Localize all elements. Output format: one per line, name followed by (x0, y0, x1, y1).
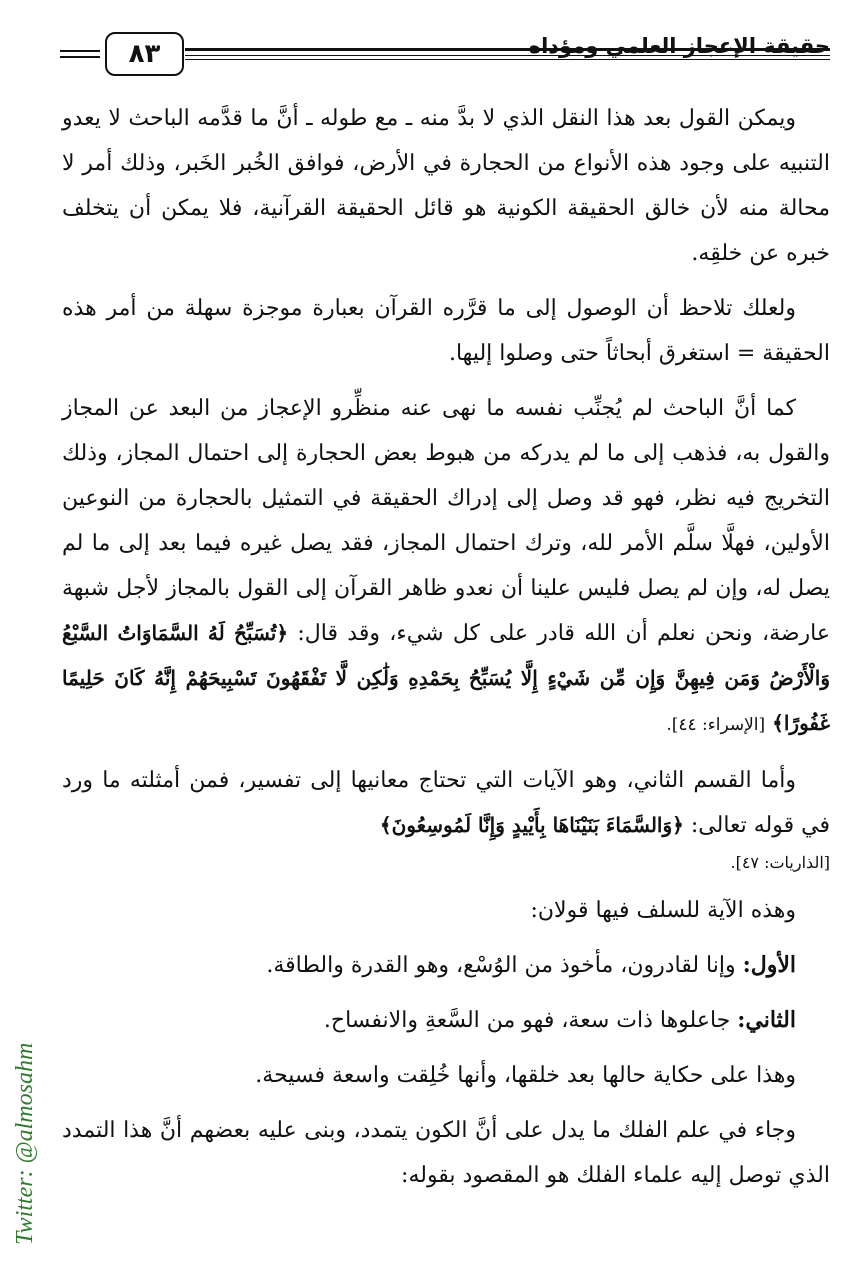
item-text: وإنا لقادرون، مأخوذ من الوُسْع، وهو القدرة والطاقة. (266, 953, 743, 978)
list-item (62, 943, 830, 988)
paragraph-3 (62, 386, 830, 748)
page-number: ٨٣ (105, 32, 184, 76)
item-label: الأول: (742, 952, 796, 978)
header-rule (185, 59, 830, 60)
item-label: الثاني: (737, 1007, 796, 1033)
item-text: جاعلوها ذات سعة، فهو من السَّعةِ والانفساح. (323, 1008, 738, 1033)
paragraph-5: وهذه الآية للسلف فيها قولان: (530, 898, 796, 923)
quran-verse: ﴿تُسَبِّحُ لَهُ السَّمَاوَاتُ السَّبْعُ وَالْأَرْضُ وَمَن فِيهِنَّ وَإِن مِّن شَيْءٍ إِلَّا يُسَبِّحُ بِحَمْدِهِ وَلَٰكِن لَّا تَفْقَهُونَ تَسْبِيحَهُمْ إِنَّهُ كَانَ حَلِيمًا غَفُورًا﴾ (62, 621, 830, 735)
verse-reference: [الذاريات: ٤٧]. (730, 853, 830, 872)
twitter-watermark: Twitter: @almosahm (12, 1042, 38, 1245)
header-rule (60, 50, 100, 52)
page-body (62, 96, 830, 1208)
paragraph-1: ويمكن القول بعد هذا النقل الذي لا بدَّ منه ـ مع طوله ـ أنَّ ما قدَّمه الباحث لا يعدو التنبيه على وجود هذه الأنواع من الحجارة في الأرض، فوافق الخُبر الخَبر، وذلك أمر لا محالة منه لأن خالق الحقيقة الكونية هو قائل الحقيقة القرآنية، فلا يمكن أن يتخلف خبره عن خلقِه. (62, 106, 830, 266)
paragraph-3-text: كما أنَّ الباحث لم يُجنِّب نفسه ما نهى عنه منظِّرو الإعجاز من البعد عن المجاز والقول به، فذهب إلى ما لم يدركه من هبوط بعض الحجارة إلى احتمال المجاز، وذلك التخريج فيه نظر، فهو قد وصل إلى إدراك الحقيقة في التمثيل بالحجارة من النوعين الأولين، فهلَّا سلَّم الأمر لله، وترك احتمال المجاز، فقد يصل غيره فيما بعد إلى ما لم يصل له، وإن لم يصل فليس علينا أن نعدو ظاهر القرآن إلى القول بالمجاز لأجل شبهة عارضة، ونحن نعلم أن الله قادر على كل شيء، وقد قال: (62, 396, 831, 646)
paragraph-4 (62, 758, 830, 848)
list-item (62, 998, 830, 1043)
page-header (60, 28, 830, 78)
paragraph-2: ولعلك تلاحظ أن الوصول إلى ما قرَّره القرآن بعبارة موجزة سهلة من أمر هذه الحقيقة = استغرق أبحاثاً حتى وصلوا إليها. (62, 296, 830, 366)
verse-reference: [الإسراء: ٤٤]. (666, 715, 766, 735)
paragraph-6: وهذا على حكاية حالها بعد خلقها، وأنها خُلِقت واسعة فسيحة. (255, 1063, 796, 1088)
running-title: حقيقة الإعجاز العلمي ومؤداه (528, 34, 830, 58)
header-rule (60, 56, 100, 58)
quran-verse: ﴿وَالسَّمَاءَ بَنَيْنَاهَا بِأَيْيدٍ وَإِنَّا لَمُوسِعُونَ﴾ (379, 813, 684, 837)
paragraph-7: وجاء في علم الفلك ما يدل على أنَّ الكون يتمدد، وبنى عليه بعضهم أنَّ هذا التمدد الذي توصل إليه علماء الفلك هو المقصود بقوله: (62, 1118, 830, 1188)
paragraph-4-text: وأما القسم الثاني، وهو الآيات التي تحتاج معانيها إلى تفسير، فمن أمثلته ما ورد في قوله تعالى: (62, 768, 830, 838)
